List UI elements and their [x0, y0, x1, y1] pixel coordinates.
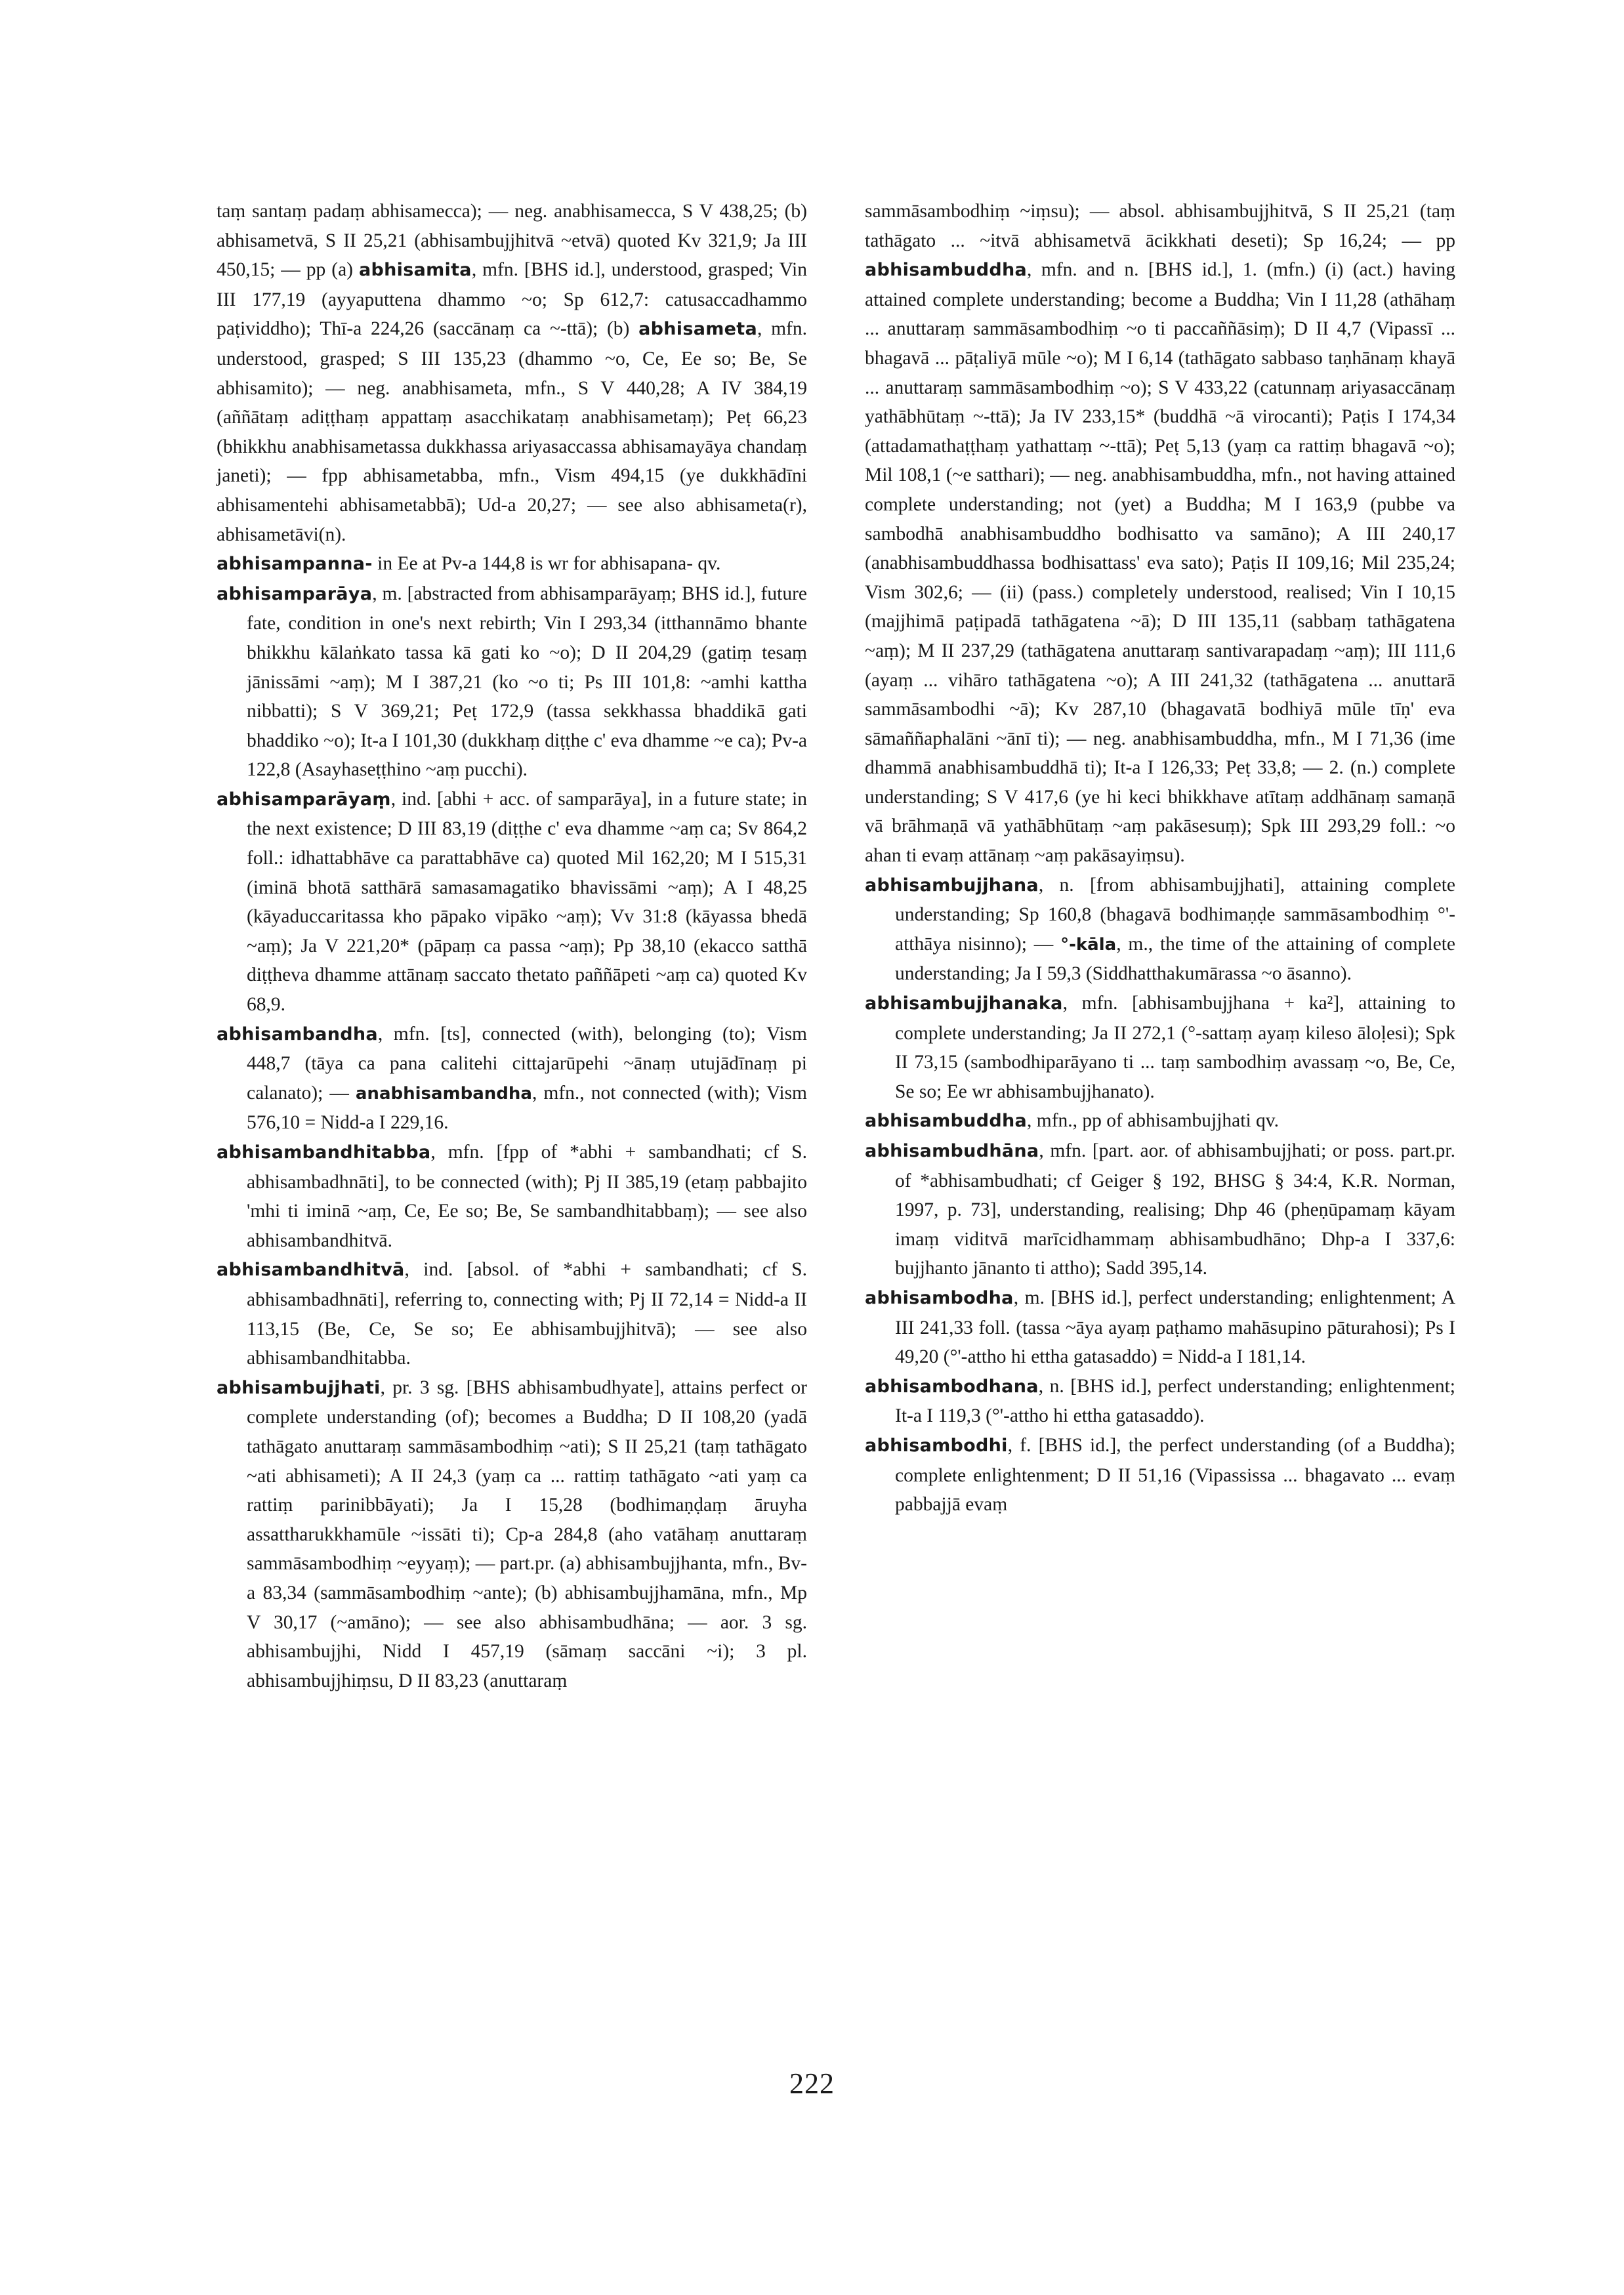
entry-text: , mfn. and n. [BHS id.], 1. (mfn.) (i) (act.) having attained complete understanding; become a Buddha; Vin I 11,28 (athāhaṃ ... anuttaraṃ sammāsambodhiṃ ~o ti paccaññāsiṃ); D II 4,7 (Vipassī ... bhagavā ... pāṭaliyā mūle ~o); M I 6,14 (tathāgato sabbaso taṇhānaṃ khayā ... anuttaraṃ sammāsambodhiṃ ~o); S V 433,22 (catunnaṃ ariyasaccānaṃ yathābhūtaṃ ~-ttā); Ja IV 233,15* (buddhā ~ā virocanti); Paṭis I 174,34 (attadamathaṭṭhaṃ yathattaṃ ~-ttā); Peṭ 5,13 (yaṃ ca rattiṃ bhagavā ~o); Mil 108,1 (~e satthari); — neg. anabhisambuddha, mfn., not having attained complete understanding; not (yet) a Buddha; M I 163,9 (pubbe va sambodhā anabhisambuddho bodhisatto va samāno); A III 240,17 (anabhisambuddhassa bodhisattass' eva sato); Paṭis II 109,16; Mil 235,24; Vism 302,6; — (ii) (pass.) completely understood, realised; Vin I 10,15 (majjhimā paṭipadā tathāgatena ~ā); D III 135,11 (sabbaṃ tathāgatena ~aṃ); M II 237,29 (tathāgatena anuttaraṃ santivarapadaṃ ~aṃ); III 111,6 (ayaṃ ... vihāro tathāgatena ~o); A III 241,32 (tathāgatena ... anuttarā sammāsambodhi ~ā); Kv 287,10 (bhagavatā bodhiyā mūle tīṇ' eva sāmaññaphalāni ~ānī ti); — neg. anabhisambuddha, mfn., M I 71,36 (ime dhammā anabhisambuddhā ti); It-a I 126,33; Peṭ 33,8; — 2. (n.) complete understanding; S V 417,6 (ye hi keci bhikkhave atītaṃ addhānaṃ samaṇā vā brāhmaṇā vā yathābhūtaṃ ~aṃ pakāsesuṃ); Spk III 293,29 foll.: ~o ahan ti evaṃ attānaṃ ~aṃ pakāsayiṃsu).	[865, 259, 1455, 867]
dictionary-entry	[217, 1373, 807, 1696]
headword: abhisambandhitvā	[217, 1260, 405, 1281]
entry-text: , mfn. [BHS id.], understood, grasped; Vin III 177,19 (ayyaputtena dhammo ~o; Sp 612,7: catusaccadhammo paṭividdho); Thī-a 224,26 (saccānaṃ ca ~-ttā); (b)	[217, 259, 808, 340]
entry-continuation	[217, 197, 807, 549]
entry-continuation	[865, 197, 1455, 871]
entry-text: , ind. [abhi + acc. of samparāya], in a future state; in the next existence; D III 83,19 (diṭṭhe c' eva dhamme ~aṃ ca; Sv 864,2 foll.: idhattabhāve ca parattabhāve ca) quoted Mil 162,20; M I 515,31 (iminā bhotā satthārā samasamagatiko bhavissāmi ~aṃ); A I 48,25 (kāyaduccaritassa kho pāpako vipāko ~aṃ); Vv 31:8 (kāyassa bhedā ~aṃ); Ja V 221,20* (pāpaṃ ca passa ~aṃ); Pp 38,10 (ekacco satthā diṭṭheva dhamme attānaṃ saccato thetato paññāpeti ~aṃ ca) quoted Kv 68,9.	[247, 788, 807, 1016]
dictionary-entry	[217, 579, 807, 785]
headword: abhisambuddha	[865, 260, 1027, 281]
entry-text: , mfn. [part. aor. of abhisambujjhati; or poss. part.pr. of *abhisambudhati; cf Geiger § 192, BHSG § 34:4, K.R. Norman, 1997, p. 73], understanding, realising; Dhp 46 (pheṇūpamaṃ kāyam imaṃ viditvā marīcidhammaṃ abhisambudhāno; Dhp-a I 337,6: bujjhanto jānanto ti attho); Sadd 395,14.	[895, 1140, 1455, 1279]
entry-text: , m., the time of the attaining of complete understanding; Ja I 59,3 (Siddhatthakumārassa ~o āsanno).	[895, 933, 1455, 985]
dictionary-entry	[865, 871, 1455, 989]
dictionary-entry	[865, 1431, 1455, 1520]
dictionary-entry	[217, 1255, 807, 1373]
headword: abhisambandhitabba	[217, 1142, 431, 1163]
left-column	[217, 197, 807, 1695]
dictionary-entry	[217, 1138, 807, 1255]
headword: abhisampanna-	[217, 554, 373, 575]
headword: abhisambuddha	[865, 1111, 1027, 1132]
dictionary-entry	[217, 785, 807, 1020]
headword: abhisambujjhana	[865, 875, 1039, 896]
entry-text: , mfn. [ts], connected (with), belonging (to); Vism 448,7 (tāya ca pana calitehi cittajarūpehi ~ānaṃ utujādīnaṃ pi calanato); —	[247, 1023, 807, 1104]
entry-text: , f. [BHS id.], the perfect understanding (of a Buddha); complete enlightenment; D II 51,16 (Vipassissa ... bhagavato ... evaṃ pabbajjā evaṃ	[895, 1434, 1455, 1516]
headword: abhisambujjhati	[217, 1377, 381, 1398]
entry-text: , m. [abstracted from abhisamparāyaṃ; BHS id.], future fate, condition in one's next rebirth; Vin I 293,34 (itthannāmo bhante bhikkhu kālaṅkato tassa kā gati ko ~o); D II 204,29 (gatiṃ tesaṃ jānissāmi ~aṃ); M I 387,21 (ko ~o ti; Ps III 101,8: ~amhi kattha nibbatti); S V 369,21; Peṭ 172,9 (tassa sekkhassa bhaddikā gati bhaddiko ~o); It-a I 101,30 (dukkhaṃ diṭṭhe c' eva dhamme ~e ca); Pv-a 122,8 (Asayhaseṭṭhino ~aṃ pucchi).	[247, 583, 807, 781]
sub-headword: °-kāla	[1060, 934, 1117, 955]
entry-text: , ind. [absol. of *abhi + sambandhati; cf S. abhisambadhnāti], referring to, connecting with; Pj II 72,14 = Nidd-a II 113,15 (Be, Ce, Se so; Ee abhisambujjhitvā); — see also abhisambandhitabba.	[247, 1259, 807, 1369]
entry-text: , mfn., not connected (with); Vism 576,10 = Nidd-a I 229,16.	[247, 1082, 808, 1134]
headword: abhisambodhana	[865, 1376, 1039, 1397]
headword: abhisamita	[358, 260, 472, 281]
dictionary-entry	[865, 1372, 1455, 1431]
headword: abhisambudhāna	[865, 1141, 1039, 1161]
headword: abhisambujjhanaka	[865, 993, 1063, 1014]
right-column	[865, 197, 1455, 1520]
headword: abhisambodhi	[865, 1435, 1008, 1456]
headword: abhisamparāya	[217, 583, 373, 604]
headword: abhisambandha	[217, 1023, 378, 1044]
headword: abhisameta	[638, 319, 757, 340]
entry-text: , n. [BHS id.], perfect understanding; enlightenment; It-a I 119,3 (°'-attho hi ettha gatasaddo).	[895, 1375, 1455, 1427]
dictionary-entry	[865, 1106, 1455, 1136]
entry-text: sammāsambodhiṃ ~iṃsu); — absol. abhisambujjhitvā, S II 25,21 (taṃ tathāgato ... ~itvā abhisametvā ācikkhati deseti); Sp 16,24; — pp	[865, 201, 1455, 251]
entry-text: , mfn. understood, grasped; S III 135,23 (dhammo ~o, Ce, Ee so; Be, Se abhisamito); — neg. anabhisameta, mfn., S V 440,28; A IV 384,19 (aññātaṃ adiṭṭhaṃ appattaṃ asacchikataṃ anabhisametaṃ); Peṭ 66,23 (bhikkhu anabhisametassa dukkhassa ariyasaccassa abhisamayāya chandaṃ janeti); — fpp abhisametabba, mfn., Vism 494,15 (ye dukkhādīni abhisamentehi abhisametabbā); Ud-a 20,27; — see also abhisameta(r), abhisametāvi(n).	[217, 318, 807, 545]
entry-text: , mfn., pp of abhisambujjhati qv.	[1027, 1110, 1279, 1132]
entry-text: , m. [BHS id.], perfect understanding; enlightenment; A III 241,33 foll. (tassa ~āya ayaṃ paṭhamo mahāsupino pāturahosi); Ps I 49,20 (°'-attho hi ettha gatasaddo) = Nidd-a I 181,14.	[895, 1287, 1455, 1368]
dictionary-entry	[217, 1020, 807, 1138]
dictionary-entry	[865, 1136, 1455, 1283]
dictionary-entry	[217, 549, 807, 579]
page-number: 222	[789, 2067, 835, 2099]
dictionary-entry	[865, 989, 1455, 1106]
entry-text: , mfn. [fpp of *abhi + sambandhati; cf S. abhisambadhnāti], to be connected (with); Pj II 385,19 (etaṃ pabbajito 'mhi ti iminā ~aṃ, Ce, Ee so; Be, Se sambandhitabbaṃ); — see also abhisambandhitvā.	[247, 1142, 807, 1251]
entry-text: , mfn. [abhisambujjhana + ka²], attaining to complete understanding; Ja II 272,1 (°-sattaṃ ayaṃ kileso āloḷesi); Spk II 73,15 (sambodhiparāyano ti ... taṃ sambodhiṃ avassaṃ ~o, Be, Ce, Se so; Ee wr abhisambujjhanato).	[895, 993, 1455, 1102]
headword: abhisamparāyaṃ	[217, 789, 391, 810]
headword: abhisambodha	[865, 1287, 1014, 1308]
entry-text: in Ee at Pv-a 144,8 is wr for abhisapana- qv.	[372, 553, 721, 575]
entry-text: , n. [from abhisambujjhati], attaining complete understanding; Sp 160,8 (bhagavā bodhimaṇḍe sammāsambodhiṃ °'-atthāya nisinno); —	[895, 874, 1455, 955]
entry-text: , pr. 3 sg. [BHS abhisambudhyate], attains perfect or complete understanding (of); becomes a Buddha; D II 108,20 (yadā tathāgato anuttaraṃ sammāsambodhiṃ ~ati); S II 25,21 (taṃ tathāgato ~ati abhisameti); A II 24,3 (yaṃ ca ... rattiṃ tathāgato ~ati yaṃ ca rattiṃ parinibbāyati); Ja I 15,28 (bodhimaṇḍaṃ āruyha assattharukkhamūle ~issāti ti); Cp-a 284,8 (aho vatāhaṃ anuttaraṃ sammāsambodhiṃ ~eyyaṃ); — part.pr. (a) abhisambujjhanta, mfn., Bv-a 83,34 (sammāsambodhiṃ ~ante); (b) abhisambujjhamāna, mfn., Mp V 30,17 (~amāno); — see also abhisambudhāna; — aor. 3 sg. abhisambujjhi, Nidd I 457,19 (sāmaṃ saccāni ~i); 3 pl. abhisambujjhiṃsu, D II 83,23 (anuttaraṃ	[247, 1376, 807, 1691]
sub-headword: anabhisambandha	[355, 1083, 532, 1104]
entry-text: taṃ santaṃ padaṃ abhisamecca); — neg. anabhisamecca, S V 438,25; (b) abhisametvā, S II 25,21 (abhisambujjhitvā ~etvā) quoted Kv 321,9; Ja III 450,15; — pp (a)	[217, 201, 807, 281]
dictionary-entry	[865, 1283, 1455, 1372]
